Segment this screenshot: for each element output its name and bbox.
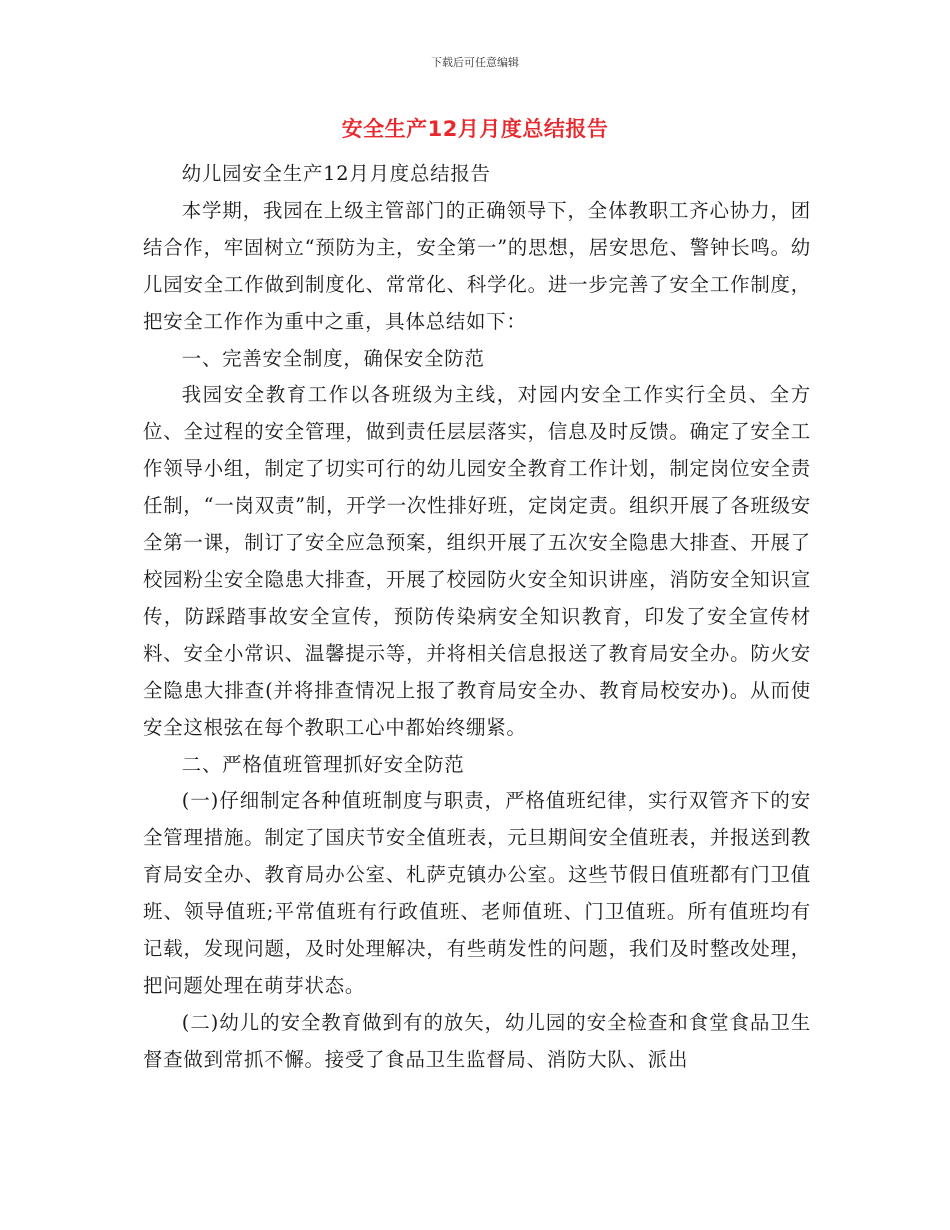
paragraph-section-1: 我园安全教育工作以各班级为主线，对园内安全工作实行全员、全方位、全过程的安全管理，做到责任层层落实，信息及时反馈。确定了安全工作领导小组，制定了切实可行的幼儿园安全教育工作计划，制定岗位安全责任制，“一岗双责”制，开学一次性排好班，定岗定责。组织开展了各班级安全第一课，制订了安全应急预案，组织开展了五次安全隐患大排查、开展了校园粉尘安全隐患大排查，开展了校园防火安全知识讲座，消防安全知识宣传，防踩踏事故安全宣传，预防传染病安全知识教育，印发了安全宣传材料、安全小常识、温馨提示等，并将相关信息报送了教育局安全办。防火安全隐患大排查(并将排查情况上报了教育局安全办、教育局校安办)。从而使安全这根弦在每个教职工心中都始终绷紧。 — [143, 383, 811, 739]
document-title: 安全生产12月月度总结报告 — [341, 117, 609, 141]
paragraph-subtitle: 幼儿园安全生产12月月度总结报告 — [181, 162, 491, 185]
section-heading-2: 二、严格值班管理抓好安全防范 — [181, 752, 465, 776]
document-body — [143, 156, 811, 1079]
paragraph-section-2-part-1: (一)仔细制定各种值班制度与职责，严格值班纪律，实行双管齐下的安全管理措施。制定了国庆节安全值班表，元旦期间安全值班表，并报送到教育局安全办、教育局办公室、札萨克镇办公室。这些节假日值班都有门卫值班、领导值班;平常值班有行政值班、老师值班、门卫值班。所有值班均有记载，发现问题，及时处理解决，有些萌发性的问题，我们及时整改处理，把问题处理在萌芽状态。 — [143, 789, 811, 997]
header-note: 下载后可任意编辑 — [431, 56, 519, 69]
section-heading-1: 一、完善安全制度，确保安全防范 — [181, 346, 485, 370]
paragraph-section-2-part-2: (二)幼儿的安全教育做到有的放矢，幼儿园的安全检查和食堂食品卫生督查做到常抓不懈。接受了食品卫生监督局、消防大队、派出 — [143, 1010, 811, 1071]
paragraph-intro: 本学期，我园在上级主管部门的正确领导下，全体教职工齐心协力，团结合作，牢固树立“预防为主，安全第一”的思想，居安思危、警钟长鸣。幼儿园安全工作做到制度化、常常化、科学化。进一步完善了安全工作制度，把安全工作作为重中之重，具体总结如下： — [143, 198, 811, 333]
